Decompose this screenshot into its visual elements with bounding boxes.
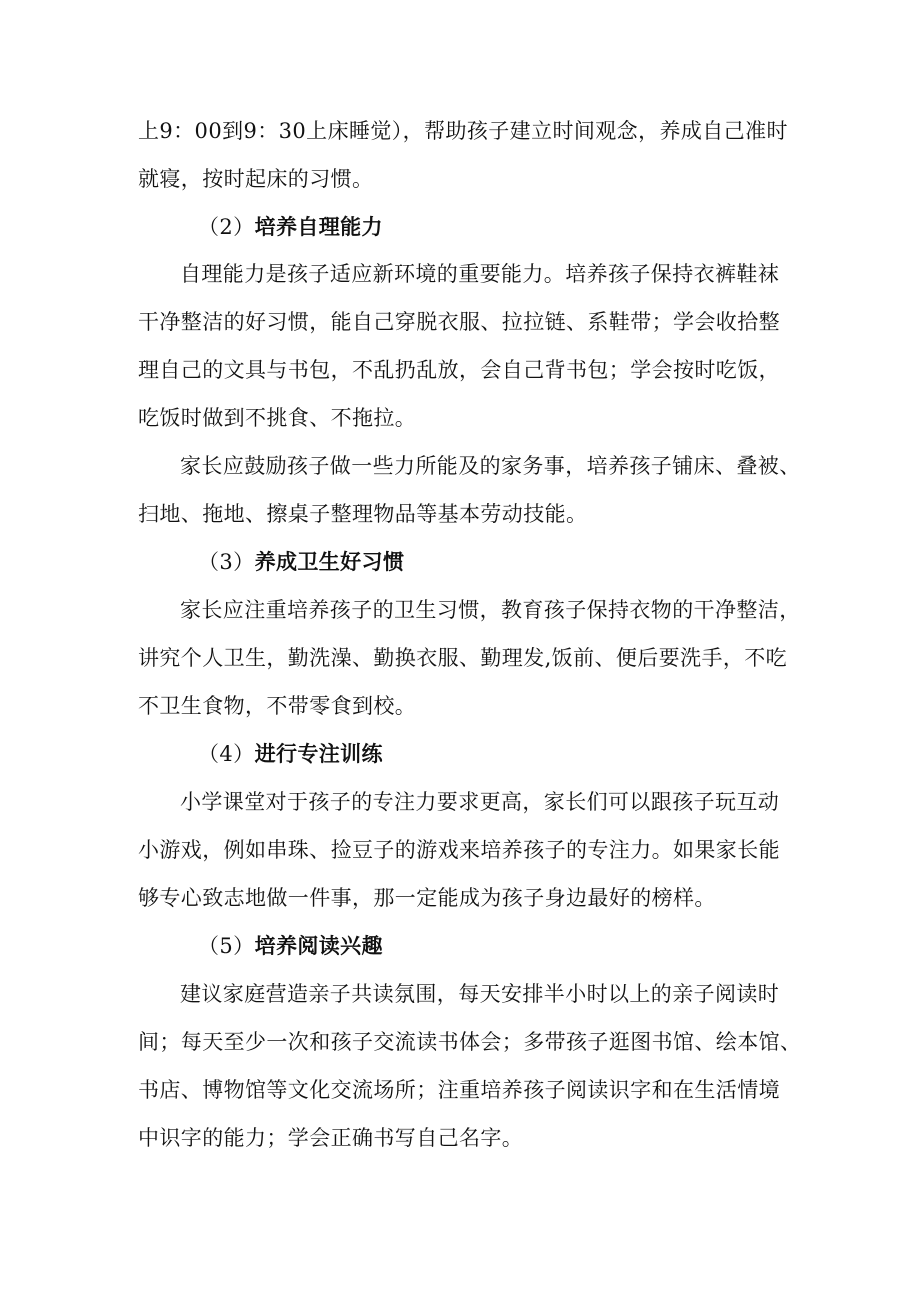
paragraph-line: 上9：00到9：30上床睡觉），帮助孩子建立时间观念，养成自己准时 (138, 119, 788, 143)
heading-number: （5） (198, 934, 255, 958)
paragraph-line: 就寝，按时起床的习惯。 (138, 167, 374, 191)
paragraph-line: 家长应注重培养孩子的卫生习惯，教育孩子保持衣物的干净整洁， (180, 598, 801, 622)
paragraph-line: 小学课堂对于孩子的专注力要求更高，家长们可以跟孩子玩互动 (180, 790, 780, 814)
paragraph-line: 自理能力是孩子适应新环境的重要能力。培养孩子保持衣裤鞋袜 (180, 262, 780, 286)
heading-title: 培养阅读兴趣 (254, 934, 383, 958)
heading-title: 进行专注训练 (254, 742, 383, 766)
paragraph-line: 中识字的能力；学会正确书写自己名字。 (138, 1126, 524, 1150)
heading-title: 培养自理能力 (254, 215, 383, 239)
paragraph-line: 吃饭时做到不挑食、不拖拉。 (138, 406, 417, 430)
paragraph-line: 间；每天至少一次和孩子交流读书体会；多带孩子逛图书馆、绘本馆、 (138, 1030, 802, 1054)
section-heading-5 (198, 931, 383, 961)
heading-number: （2） (198, 215, 255, 239)
paragraph-line: 够专心致志地做一件事，那一定能成为孩子身边最好的榜样。 (138, 886, 716, 910)
heading-number: （3） (198, 550, 255, 574)
paragraph-line: 家长应鼓励孩子做一些力所能及的家务事，培养孩子铺床、叠被、 (180, 454, 801, 478)
heading-title: 养成卫生好习惯 (254, 550, 405, 574)
section-heading-4 (198, 739, 383, 769)
paragraph-line: 讲究个人卫生，勤洗澡、勤换衣服、勤理发,饭前、便后要洗手，不吃 (138, 646, 788, 670)
paragraph-line: 小游戏，例如串珠、捡豆子的游戏来培养孩子的专注力。如果家长能 (138, 838, 780, 862)
paragraph-line: 书店、博物馆等文化交流场所；注重培养孩子阅读识字和在生活情境 (138, 1078, 780, 1102)
paragraph-line: 干净整洁的好习惯，能自己穿脱衣服、拉拉链、系鞋带；学会收拾整 (138, 310, 780, 334)
paragraph-line: 建议家庭营造亲子共读氛围，每天安排半小时以上的亲子阅读时 (180, 982, 780, 1006)
section-heading-2 (198, 212, 383, 242)
heading-number: （4） (198, 742, 255, 766)
section-heading-3 (198, 547, 404, 577)
paragraph-line: 理自己的文具与书包，不乱扔乱放，会自己背书包；学会按时吃饭， (138, 358, 780, 382)
paragraph-line: 不卫生食物，不带零食到校。 (138, 694, 417, 718)
paragraph-line: 扫地、拖地、擦桌子整理物品等基本劳动技能。 (138, 502, 588, 526)
